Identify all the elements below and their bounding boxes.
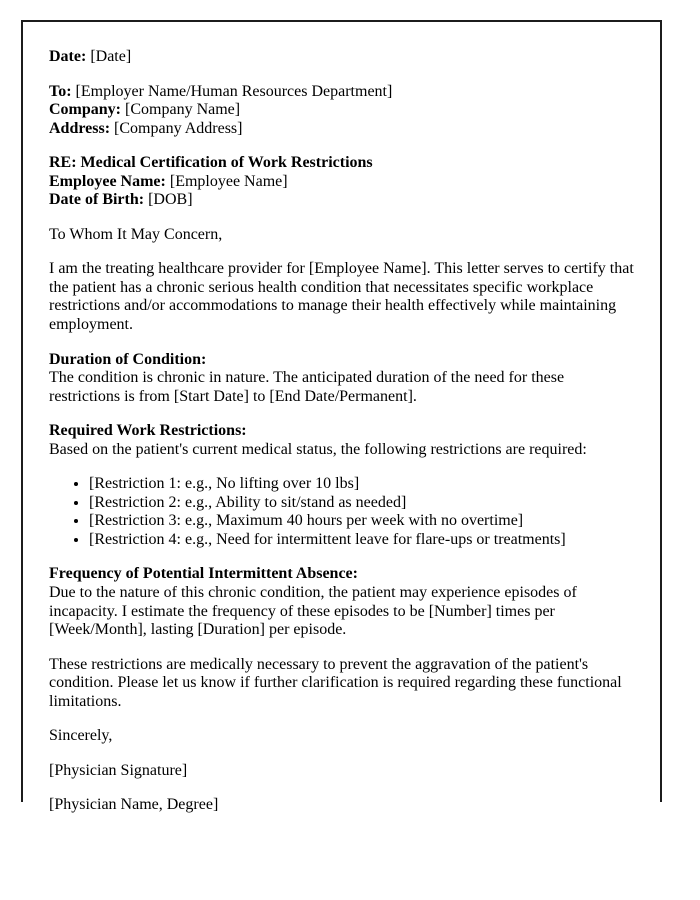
dob-label: Date of Birth:	[49, 191, 145, 209]
frequency-heading: Frequency of Potential Intermittent Absence:	[49, 565, 358, 583]
duration-body: The condition is chronic in nature. The anticipated duration of the need for these restrictions is from [Start Date] to [End Date/Permanent].	[49, 369, 565, 405]
restrictions-body: Based on the patient's current medical status, the following restrictions are required:	[49, 440, 587, 458]
restriction-item: • [Restriction 2: e.g., Ability to sit/stand as needed]	[89, 494, 634, 513]
company-label: Company:	[49, 101, 122, 119]
duration-heading: Duration of Condition:	[49, 350, 207, 368]
frequency-block	[49, 565, 634, 639]
restrictions-list	[49, 475, 634, 549]
to-value: [Employer Name/Human Resources Department]	[71, 82, 393, 100]
restriction-item: • [Restriction 3: e.g., Maximum 40 hours per week with no overtime]	[89, 512, 634, 531]
physician-signature-line: [Physician Signature]	[49, 761, 188, 779]
to-label: To:	[49, 82, 72, 100]
necessity-paragraph: These restrictions are medically necessary to prevent the aggravation of the patient's condition. Please let us know if further clarification is required regarding these functional limitations.	[49, 655, 622, 710]
restriction-item: • [Restriction 1: e.g., No lifting over 10 lbs]	[89, 475, 634, 494]
restrictions-heading: Required Work Restrictions:	[49, 422, 247, 440]
company-value: [Company Name]	[121, 101, 241, 119]
restrictions-block	[49, 422, 634, 459]
date-label: Date:	[49, 48, 87, 65]
address-value: [Company Address]	[110, 119, 243, 137]
salutation: To Whom It May Concern,	[49, 225, 223, 243]
recipient-block	[49, 83, 634, 139]
duration-block	[49, 351, 634, 407]
closing-line: Sincerely,	[49, 727, 113, 745]
date-line	[49, 48, 634, 67]
letter-container	[21, 20, 662, 814]
address-label: Address:	[49, 119, 111, 137]
date-value: [Date]	[86, 48, 132, 65]
dob-value: [DOB]	[144, 191, 193, 209]
restriction-item: • [Restriction 4: e.g., Need for intermittent leave for flare-ups or treatments]	[89, 531, 634, 550]
frequency-body: Due to the nature of this chronic condition, the patient may experience episodes of incapacity. I estimate the frequency of these episodes to be [Number] times per [Week/Month], lasting [Duration] per episode.	[49, 584, 577, 639]
physician-name-line: [Physician Name, Degree]	[49, 796, 219, 814]
re-line: RE: Medical Certification of Work Restrictions	[49, 154, 373, 172]
subject-block	[49, 154, 634, 210]
employee-name-label: Employee Name:	[49, 172, 166, 190]
intro-paragraph: I am the treating healthcare provider for [Employee Name]. This letter serves to certify that the patient has a chronic serious health condition that necessitates specific workplace restrictions and/or accommodations to manage their health effectively while maintaining employment.	[49, 260, 634, 334]
employee-name-value: [Employee Name]	[165, 172, 288, 190]
